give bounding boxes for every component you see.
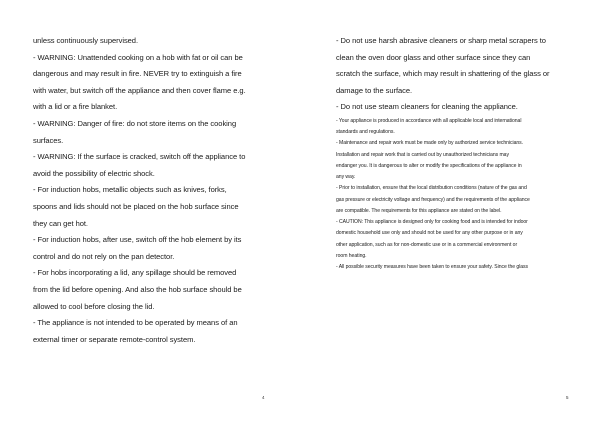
text-line: surfaces.: [33, 135, 64, 145]
text-line: with water, but switch off the appliance and then cover flame e.g.: [33, 85, 246, 95]
text-line: gas pressure or electricity voltage and frequency) and the requirements of the appliance: [336, 196, 530, 203]
page-number: 4: [262, 395, 265, 400]
text-line: - WARNING: If the surface is cracked, switch off the appliance to: [33, 152, 246, 162]
text-line: - Do not use harsh abrasive cleaners or sharp metal scrapers to: [336, 36, 546, 45]
text-line: allowed to cool before closing the lid.: [33, 301, 155, 311]
text-line: with a lid or a fire blanket.: [33, 102, 118, 112]
text-line: - Maintenance and repair work must be made only by authorized service technicians.: [336, 140, 524, 147]
text-line: control and do not rely on the pan detector.: [33, 251, 175, 261]
text-line: any way.: [336, 174, 356, 181]
text-line: - For induction hobs, after use, switch off the hob element by its: [33, 235, 242, 245]
page-number: 5: [566, 395, 569, 400]
text-line: - Prior to installation, ensure that the local distribution conditions (nature of the gas and: [336, 185, 527, 192]
text-line: room heating.: [336, 252, 367, 259]
text-line: - The appliance is not intended to be operated by means of an: [33, 318, 238, 328]
text-line: avoid the possibility of electric shock.: [33, 168, 155, 178]
text-line: external timer or separate remote-control system.: [33, 334, 196, 344]
right-small-text: [336, 116, 568, 274]
right-page: [300, 0, 600, 424]
left-page-text: [33, 33, 281, 348]
text-line: clean the oven door glass and other surface since they can: [336, 52, 531, 62]
text-line: damage to the surface.: [336, 85, 413, 95]
text-line: - CAUTION: This appliance is designed only for cooking food and is intended for indoor: [336, 219, 528, 226]
text-line: scratch the surface, which may result in shattering of the glass or: [336, 69, 550, 79]
text-line: other application, such as for non-domestic use or in a commercial environment or: [336, 241, 518, 248]
text-line: dangerous and may result in fire. NEVER try to extinguish a fire: [33, 69, 242, 79]
text-line: domestic household use only and should not be used for any other purpose or in any: [336, 230, 523, 237]
text-line: they can get hot.: [33, 218, 88, 228]
text-line: - Do not use steam cleaners for cleaning the appliance.: [336, 102, 518, 112]
text-line: Installation and repair work that is carried out by unauthorized technicians may: [336, 151, 509, 158]
text-line: - WARNING: Unattended cooking on a hob with fat or oil can be: [33, 52, 243, 62]
text-line: - All possible security measures have been taken to ensure your safety. Since the glass: [336, 264, 529, 271]
text-line: - For induction hobs, metallic objects such as knives, forks,: [33, 185, 227, 195]
text-line: spoons and lids should not be placed on the hob surface since: [33, 201, 239, 211]
right-large-text: [336, 33, 568, 116]
right-page-text: [336, 33, 568, 273]
text-line: unless continuously supervised.: [33, 36, 139, 45]
text-line: - Your appliance is produced in accordance with all applicable local and international: [336, 117, 522, 124]
text-line: - WARNING: Danger of fire: do not store items on the cooking: [33, 118, 237, 128]
text-line: standards and regulations.: [336, 129, 395, 136]
text-line: from the lid before opening. And also the hob surface should be: [33, 284, 242, 294]
text-line: endanger you. It is dangerous to alter or modify the specifications of the appliance in: [336, 162, 522, 169]
text-line: - For hobs incorporating a lid, any spillage should be removed: [33, 268, 237, 278]
text-line: are compatible. The requirements for this appliance are stated on the label.: [336, 207, 502, 214]
